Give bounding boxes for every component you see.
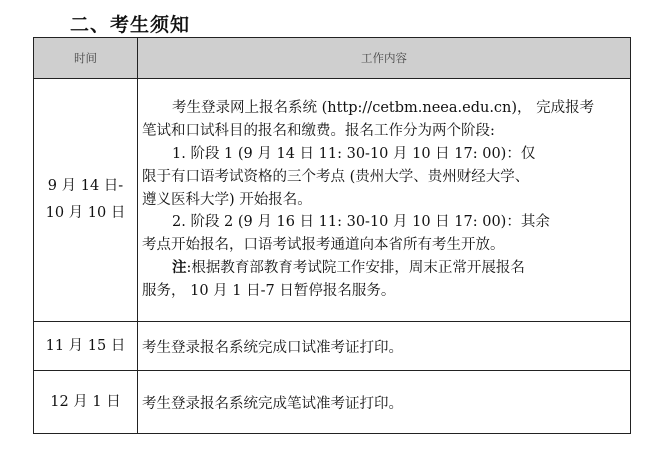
note-line [142,257,624,280]
content-line: 限于有口语考试资格的三个考点 (贵州大学、贵州财经大学、 [142,168,530,185]
note-label: 注 [172,258,187,276]
section-heading: 二、考生须知 [70,14,191,36]
content-line: 考生登录报名系统完成口试准考证打印。 [142,339,403,356]
content-line: 遵义医科大学) 开始报名。 [142,191,312,208]
note-colon: : [186,259,192,276]
table-row [34,79,631,322]
content-line: 考点开始报名，口语考试报考通道向本省所有考生开放。 [142,237,505,254]
content-line: 1. 阶段 1 (9 月 14 日 11: 30-10 月 10 日 17: 00)：仅 [172,146,536,162]
time-cell: 12 月 1 日 [34,371,138,434]
content-line: 服务， 10 月 1 日-7 日暂停报名服务。 [142,282,396,299]
time-line: 9 月 14 日- [47,178,124,194]
content-line: 笔试和口试科目的报名和缴费。报名工作分为两个阶段: [142,123,495,140]
time-cell [34,79,138,322]
content-line: 考生登录网上报名系统 (http://cetbm.neea.edu.cn)， 完成报考 [172,100,595,117]
schedule-table [33,37,631,434]
content-line: 考生登录报名系统完成笔试准考证打印。 [142,395,403,412]
content-cell [138,322,631,371]
content-line: 2. 阶段 2 (9 月 16 日 11: 30-10 月 10 日 17: 00)：其余 [172,214,550,231]
note-text: 根据教育部教育考试院工作安排，周末正常开展报名 [191,259,525,276]
table-row [34,371,631,434]
header-content: 工作内容 [138,38,631,79]
table-row [34,322,631,371]
content-cell [138,371,631,434]
time-cell: 11 月 15 日 [34,322,138,371]
table-header-row [34,38,631,79]
content-cell [138,79,631,322]
time-line: 10 月 10 日 [45,205,126,221]
header-time: 时间 [34,38,138,79]
